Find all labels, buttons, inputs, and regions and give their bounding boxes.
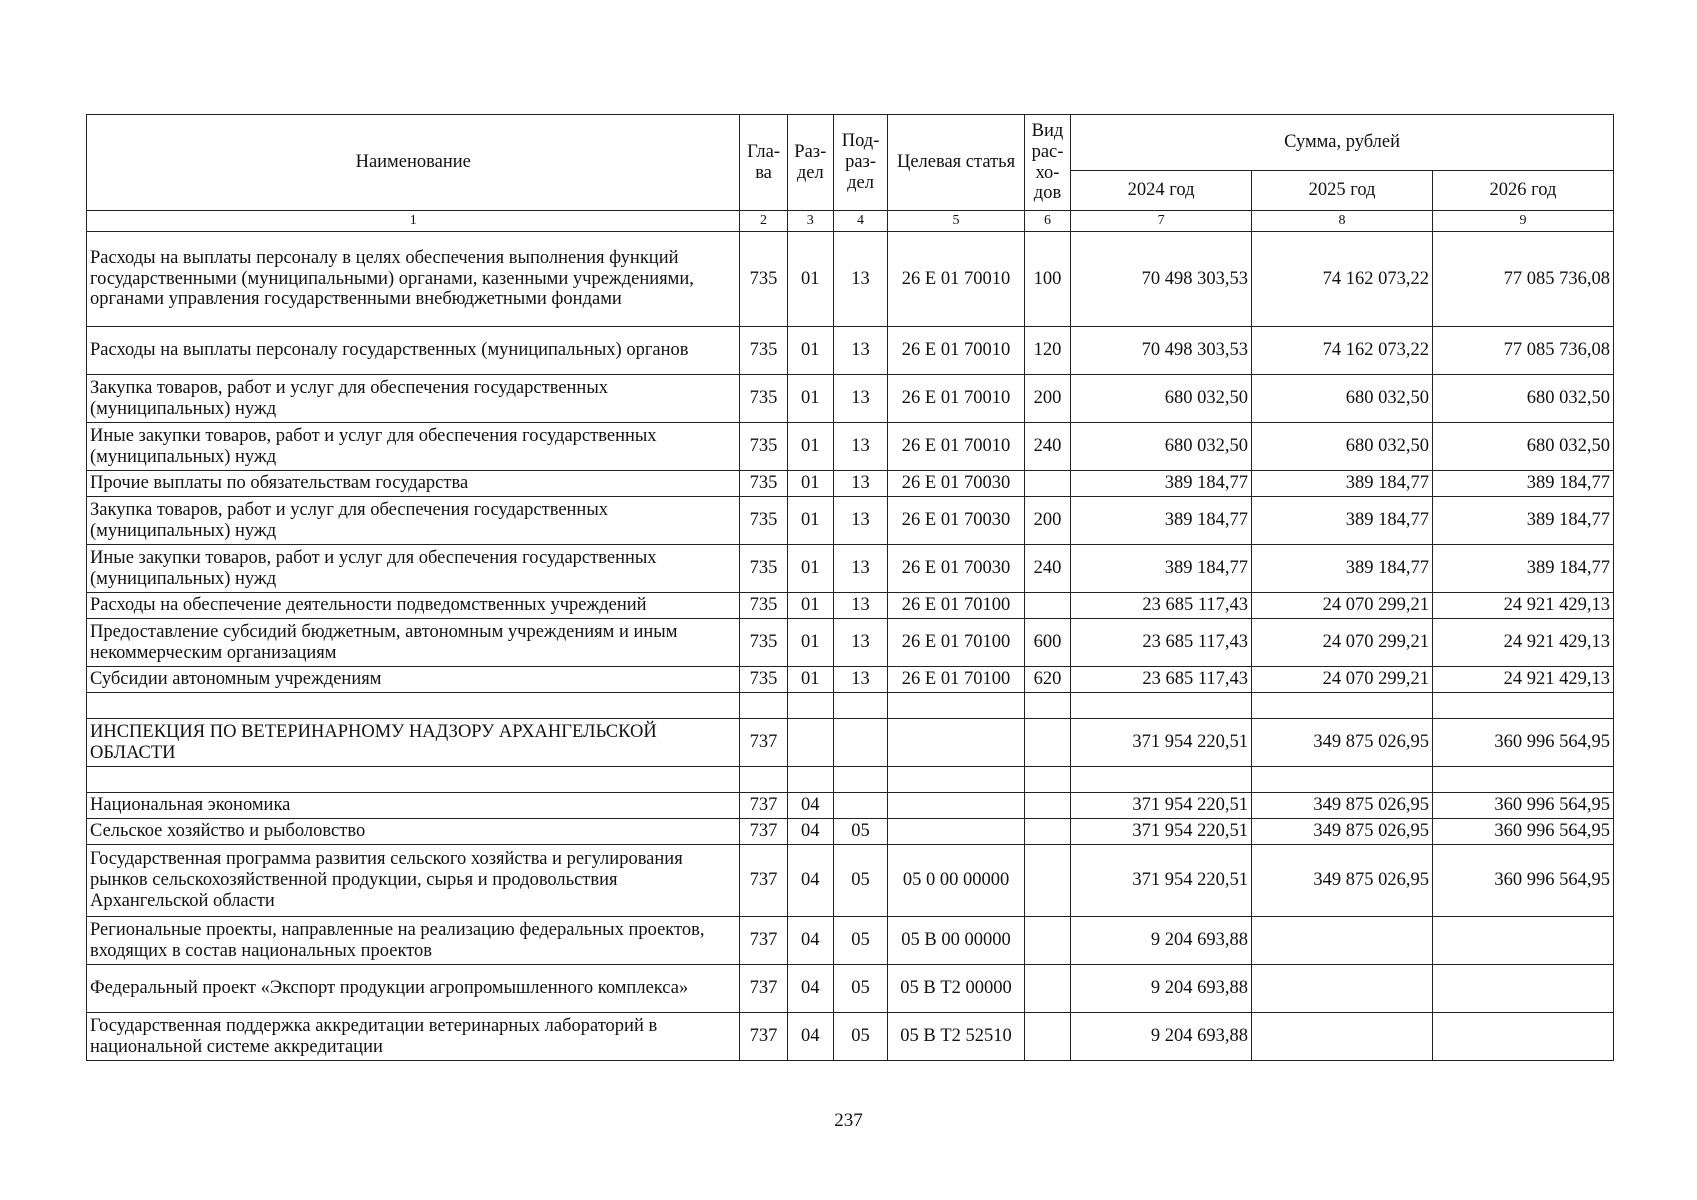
row-sum-2024: 9 204 693,88: [1071, 917, 1252, 965]
row-celevaya-statya: [888, 719, 1025, 767]
row-podrazdel: 05: [833, 819, 887, 845]
row-celevaya-statya: 26 Е 01 70010: [888, 327, 1025, 375]
row-glava: [740, 767, 787, 793]
row-sum-2025: 74 162 073,22: [1252, 232, 1433, 327]
row-sum-2025: [1252, 965, 1433, 1013]
row-sum-2026: 360 996 564,95: [1432, 793, 1613, 819]
row-sum-2026: 360 996 564,95: [1432, 845, 1613, 917]
row-sum-2025: 389 184,77: [1252, 497, 1433, 545]
row-sum-2024: 389 184,77: [1071, 497, 1252, 545]
row-sum-2025: 74 162 073,22: [1252, 327, 1433, 375]
row-glava: 735: [740, 593, 787, 619]
row-sum-2025: [1252, 917, 1433, 965]
row-vid-rashodov: 240: [1024, 423, 1070, 471]
column-number: 9: [1432, 211, 1613, 232]
row-celevaya-statya: 26 Е 01 70100: [888, 667, 1025, 693]
row-name: Региональные проекты, направленные на реализацию федеральных проектов, входящих в состав национальных проектов: [87, 917, 740, 965]
row-razdel: 01: [787, 593, 833, 619]
row-sum-2026: 680 032,50: [1432, 375, 1613, 423]
row-glava: 737: [740, 845, 787, 917]
header-summa: Сумма, рублей: [1071, 115, 1614, 171]
row-sum-2026: 360 996 564,95: [1432, 719, 1613, 767]
budget-table: [86, 114, 1614, 1061]
row-sum-2024: 9 204 693,88: [1071, 1013, 1252, 1061]
row-razdel: 04: [787, 917, 833, 965]
row-name: Закупка товаров, работ и услуг для обеспечения государственных (муниципальных) нужд: [87, 375, 740, 423]
header-name: Наименование: [87, 115, 740, 211]
row-podrazdel: 05: [833, 845, 887, 917]
row-sum-2026: 389 184,77: [1432, 471, 1613, 497]
header-year-2025: 2025 год: [1252, 171, 1433, 211]
row-name: Расходы на обеспечение деятельности подведомственных учреждений: [87, 593, 740, 619]
row-podrazdel: 05: [833, 1013, 887, 1061]
row-sum-2026: 24 921 429,13: [1432, 667, 1613, 693]
row-glava: 735: [740, 497, 787, 545]
row-vid-rashodov: [1024, 1013, 1070, 1061]
row-razdel: 04: [787, 793, 833, 819]
row-celevaya-statya: 26 Е 01 70100: [888, 593, 1025, 619]
row-razdel: 01: [787, 667, 833, 693]
row-sum-2024: 70 498 303,53: [1071, 327, 1252, 375]
row-celevaya-statya: 26 Е 01 70100: [888, 619, 1025, 667]
row-glava: 735: [740, 327, 787, 375]
row-celevaya-statya: [888, 767, 1025, 793]
row-name: Сельское хозяйство и рыболовство: [87, 819, 740, 845]
row-razdel: 01: [787, 327, 833, 375]
row-razdel: [787, 693, 833, 719]
row-sum-2026: [1432, 767, 1613, 793]
row-glava: 735: [740, 619, 787, 667]
row-podrazdel: 13: [833, 497, 887, 545]
row-glava: 737: [740, 819, 787, 845]
row-glava: 735: [740, 232, 787, 327]
row-podrazdel: [833, 719, 887, 767]
row-glava: 737: [740, 1013, 787, 1061]
row-podrazdel: 05: [833, 917, 887, 965]
table-row: [87, 667, 1614, 693]
row-sum-2024: 23 685 117,43: [1071, 619, 1252, 667]
column-number: 7: [1071, 211, 1252, 232]
row-name: Государственная программа развития сельского хозяйства и регулирования рынков сельскохозяйственной продукции, сырья и продовольствия Архангельской области: [87, 845, 740, 917]
row-podrazdel: 05: [833, 965, 887, 1013]
header-vid-rashodov: Вид рас-хо-дов: [1024, 115, 1070, 211]
table-row: [87, 845, 1614, 917]
row-sum-2025: 24 070 299,21: [1252, 593, 1433, 619]
row-razdel: 04: [787, 819, 833, 845]
row-celevaya-statya: 26 Е 01 70010: [888, 232, 1025, 327]
table-row: [87, 819, 1614, 845]
row-razdel: 01: [787, 497, 833, 545]
row-vid-rashodov: [1024, 593, 1070, 619]
row-glava: 737: [740, 719, 787, 767]
row-sum-2024: 680 032,50: [1071, 423, 1252, 471]
row-glava: 737: [740, 793, 787, 819]
row-sum-2026: 24 921 429,13: [1432, 619, 1613, 667]
row-glava: 735: [740, 423, 787, 471]
row-vid-rashodov: [1024, 819, 1070, 845]
row-vid-rashodov: 120: [1024, 327, 1070, 375]
row-vid-rashodov: [1024, 793, 1070, 819]
row-vid-rashodov: 200: [1024, 375, 1070, 423]
row-sum-2025: 389 184,77: [1252, 471, 1433, 497]
row-sum-2024: 70 498 303,53: [1071, 232, 1252, 327]
page-number: 237: [834, 1110, 863, 1131]
row-razdel: 04: [787, 965, 833, 1013]
row-sum-2024: 389 184,77: [1071, 471, 1252, 497]
row-celevaya-statya: 26 Е 01 70030: [888, 471, 1025, 497]
row-podrazdel: 13: [833, 327, 887, 375]
row-sum-2025: 349 875 026,95: [1252, 819, 1433, 845]
row-razdel: [787, 719, 833, 767]
row-glava: [740, 693, 787, 719]
row-sum-2026: [1432, 1013, 1613, 1061]
table-row: [87, 375, 1614, 423]
table-row: [87, 327, 1614, 375]
table-body: [87, 232, 1614, 1061]
row-razdel: 01: [787, 423, 833, 471]
row-sum-2024: 23 685 117,43: [1071, 667, 1252, 693]
header-podrazdel: Под-раз-дел: [833, 115, 887, 211]
row-vid-rashodov: 240: [1024, 545, 1070, 593]
row-sum-2025: [1252, 693, 1433, 719]
row-sum-2024: 371 954 220,51: [1071, 719, 1252, 767]
row-sum-2024: 371 954 220,51: [1071, 819, 1252, 845]
row-celevaya-statya: 26 Е 01 70010: [888, 423, 1025, 471]
row-sum-2026: 389 184,77: [1432, 545, 1613, 593]
row-razdel: 01: [787, 619, 833, 667]
row-sum-2026: [1432, 917, 1613, 965]
row-name: Субсидии автономным учреждениям: [87, 667, 740, 693]
row-razdel: 04: [787, 1013, 833, 1061]
row-sum-2025: [1252, 1013, 1433, 1061]
header-year-2024: 2024 год: [1071, 171, 1252, 211]
column-number: 6: [1024, 211, 1070, 232]
row-razdel: 01: [787, 471, 833, 497]
row-celevaya-statya: 05 0 00 00000: [888, 845, 1025, 917]
row-vid-rashodov: [1024, 693, 1070, 719]
row-glava: 737: [740, 965, 787, 1013]
row-celevaya-statya: 05 В Т2 00000: [888, 965, 1025, 1013]
row-glava: 735: [740, 471, 787, 497]
column-number: 4: [833, 211, 887, 232]
row-sum-2025: 24 070 299,21: [1252, 667, 1433, 693]
row-sum-2024: 23 685 117,43: [1071, 593, 1252, 619]
row-vid-rashodov: 200: [1024, 497, 1070, 545]
row-sum-2026: 680 032,50: [1432, 423, 1613, 471]
row-name: Государственная поддержка аккредитации ветеринарных лабораторий в национальной системе аккредитации: [87, 1013, 740, 1061]
row-celevaya-statya: 26 Е 01 70030: [888, 497, 1025, 545]
row-vid-rashodov: 600: [1024, 619, 1070, 667]
table-row: [87, 232, 1614, 327]
row-sum-2025: 24 070 299,21: [1252, 619, 1433, 667]
row-name: Иные закупки товаров, работ и услуг для обеспечения государственных (муниципальных) нужд: [87, 545, 740, 593]
row-razdel: 01: [787, 375, 833, 423]
row-name: Предоставление субсидий бюджетным, автономным учреждениям и иным некоммерческим организациям: [87, 619, 740, 667]
row-vid-rashodov: 620: [1024, 667, 1070, 693]
row-podrazdel: 13: [833, 423, 887, 471]
row-name: Федеральный проект «Экспорт продукции агропромышленного комплекса»: [87, 965, 740, 1013]
row-podrazdel: [833, 793, 887, 819]
column-number: 1: [87, 211, 740, 232]
column-number: 2: [740, 211, 787, 232]
row-sum-2026: 24 921 429,13: [1432, 593, 1613, 619]
row-sum-2025: 349 875 026,95: [1252, 845, 1433, 917]
column-number: 8: [1252, 211, 1433, 232]
row-name: [87, 693, 740, 719]
table-row: [87, 793, 1614, 819]
row-podrazdel: 13: [833, 593, 887, 619]
row-vid-rashodov: [1024, 917, 1070, 965]
row-podrazdel: 13: [833, 375, 887, 423]
row-name: ИНСПЕКЦИЯ ПО ВЕТЕРИНАРНОМУ НАДЗОРУ АРХАНГЕЛЬСКОЙ ОБЛАСТИ: [87, 719, 740, 767]
table-row-spacer: [87, 767, 1614, 793]
row-celevaya-statya: 26 Е 01 70010: [888, 375, 1025, 423]
row-sum-2026: [1432, 693, 1613, 719]
row-celevaya-statya: 26 Е 01 70030: [888, 545, 1025, 593]
header-celevaya-statya: Целевая статья: [888, 115, 1025, 211]
row-podrazdel: 13: [833, 667, 887, 693]
row-sum-2024: 371 954 220,51: [1071, 845, 1252, 917]
row-name: Прочие выплаты по обязательствам государства: [87, 471, 740, 497]
row-podrazdel: [833, 693, 887, 719]
row-sum-2024: 371 954 220,51: [1071, 793, 1252, 819]
row-sum-2024: 680 032,50: [1071, 375, 1252, 423]
row-sum-2024: 9 204 693,88: [1071, 965, 1252, 1013]
row-sum-2026: 77 085 736,08: [1432, 232, 1613, 327]
row-sum-2026: 389 184,77: [1432, 497, 1613, 545]
table-row: [87, 545, 1614, 593]
table-row: [87, 1013, 1614, 1061]
table-row: [87, 497, 1614, 545]
row-podrazdel: 13: [833, 471, 887, 497]
row-glava: 735: [740, 667, 787, 693]
row-celevaya-statya: 05 В 00 00000: [888, 917, 1025, 965]
row-name: Иные закупки товаров, работ и услуг для обеспечения государственных (муниципальных) нужд: [87, 423, 740, 471]
row-glava: 735: [740, 545, 787, 593]
table-row-section-total: [87, 719, 1614, 767]
row-glava: 735: [740, 375, 787, 423]
row-sum-2025: 680 032,50: [1252, 423, 1433, 471]
row-celevaya-statya: 05 В Т2 52510: [888, 1013, 1025, 1061]
header-glava: Гла-ва: [740, 115, 787, 211]
row-vid-rashodov: [1024, 965, 1070, 1013]
column-number: 3: [787, 211, 833, 232]
row-podrazdel: [833, 767, 887, 793]
row-podrazdel: 13: [833, 232, 887, 327]
row-sum-2025: 389 184,77: [1252, 545, 1433, 593]
row-glava: 737: [740, 917, 787, 965]
row-podrazdel: 13: [833, 545, 887, 593]
row-sum-2025: 349 875 026,95: [1252, 793, 1433, 819]
row-razdel: 04: [787, 845, 833, 917]
row-vid-rashodov: [1024, 719, 1070, 767]
table-row: [87, 471, 1614, 497]
header-razdel: Раз-дел: [787, 115, 833, 211]
row-sum-2024: 389 184,77: [1071, 545, 1252, 593]
row-celevaya-statya: [888, 793, 1025, 819]
row-vid-rashodov: [1024, 471, 1070, 497]
table-row: [87, 423, 1614, 471]
table-row: [87, 965, 1614, 1013]
row-sum-2024: [1071, 693, 1252, 719]
row-sum-2025: 349 875 026,95: [1252, 719, 1433, 767]
row-podrazdel: 13: [833, 619, 887, 667]
row-name: Расходы на выплаты персоналу в целях обеспечения выполнения функций государственными (муниципальными) органами, казенными учреждениями, органами управления государственными внебюджетными фондами: [87, 232, 740, 327]
row-sum-2024: [1071, 767, 1252, 793]
row-sum-2026: 360 996 564,95: [1432, 819, 1613, 845]
row-sum-2026: [1432, 965, 1613, 1013]
row-sum-2025: 680 032,50: [1252, 375, 1433, 423]
table-row: [87, 619, 1614, 667]
row-celevaya-statya: [888, 819, 1025, 845]
header-year-2026: 2026 год: [1432, 171, 1613, 211]
row-vid-rashodov: 100: [1024, 232, 1070, 327]
row-name: [87, 767, 740, 793]
row-name: Расходы на выплаты персоналу государственных (муниципальных) органов: [87, 327, 740, 375]
row-vid-rashodov: [1024, 845, 1070, 917]
row-razdel: [787, 767, 833, 793]
row-name: Закупка товаров, работ и услуг для обеспечения государственных (муниципальных) нужд: [87, 497, 740, 545]
table-row: [87, 917, 1614, 965]
row-vid-rashodov: [1024, 767, 1070, 793]
row-sum-2025: [1252, 767, 1433, 793]
row-name: Национальная экономика: [87, 793, 740, 819]
table-row: [87, 593, 1614, 619]
row-sum-2026: 77 085 736,08: [1432, 327, 1613, 375]
column-number-row: [87, 211, 1614, 232]
table-row-spacer: [87, 693, 1614, 719]
column-number: 5: [888, 211, 1025, 232]
row-razdel: 01: [787, 545, 833, 593]
row-celevaya-statya: [888, 693, 1025, 719]
row-razdel: 01: [787, 232, 833, 327]
